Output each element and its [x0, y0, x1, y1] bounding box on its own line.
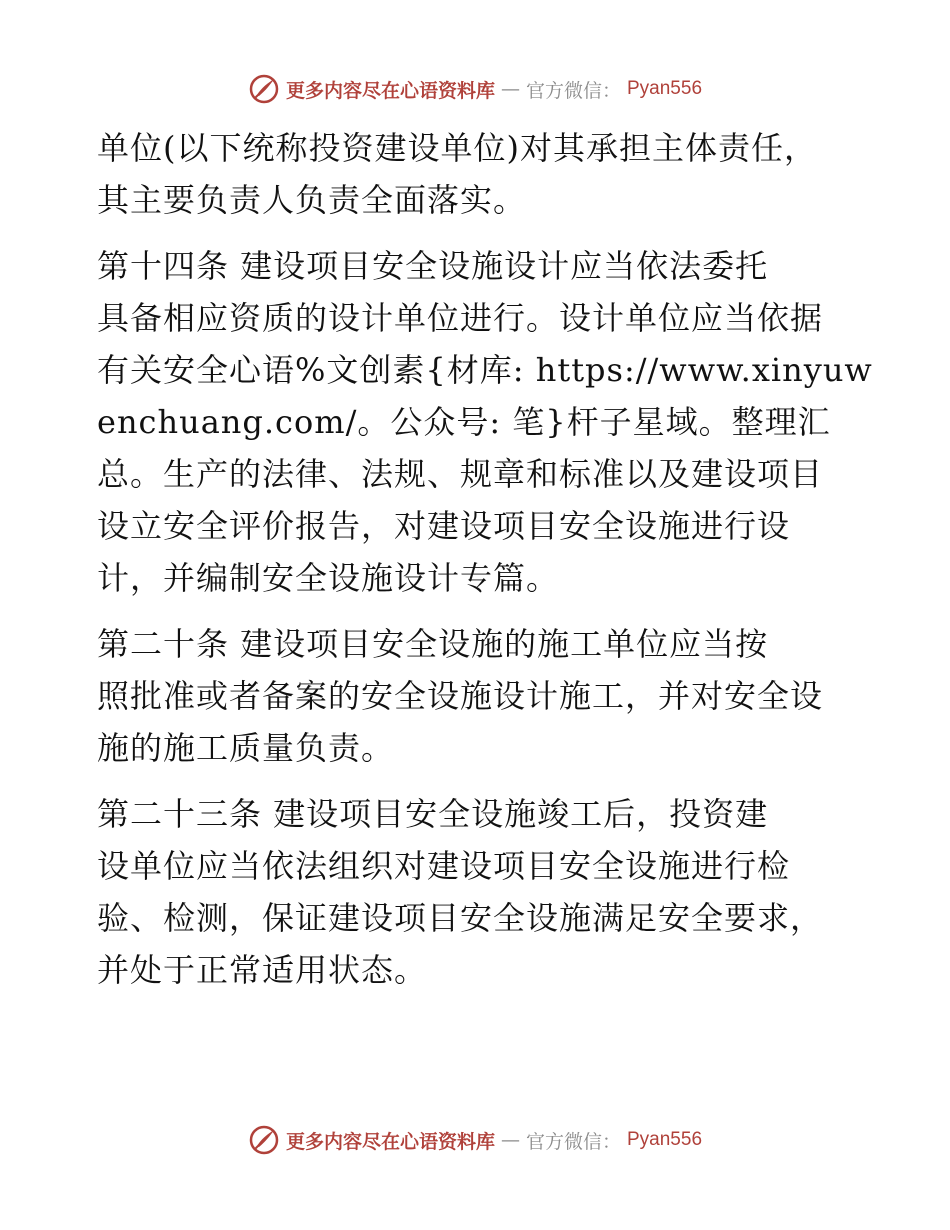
- text-line: 计，并编制安全设施设计专篇。: [97, 559, 560, 597]
- text-line: 施的施工质量负责。: [97, 729, 395, 767]
- text-line: enchuang.com/。公众号: 笔}杆子星域。整理汇: [97, 403, 831, 441]
- text-line: 具备相应资质的设计单位进行。设计单位应当依据: [97, 299, 824, 337]
- text-line: 第二十条 建设项目安全设施的施工单位应当按: [97, 625, 769, 663]
- text-line: 其主要负责人负责全面落实。: [97, 181, 527, 219]
- text-line: 总。生产的法律、法规、规章和标准以及建设项目: [97, 455, 824, 493]
- text-line: 设立安全评价报告，对建设项目安全设施进行设: [97, 507, 791, 545]
- footer-watermark: [0, 1123, 950, 1157]
- watermark-separator: —: [500, 78, 520, 100]
- document-body: [97, 122, 873, 1010]
- paragraph-1: [97, 122, 867, 226]
- header-watermark: [0, 72, 950, 106]
- text-line: 第十四条 建设项目安全设施设计应当依法委托: [97, 247, 769, 285]
- paragraph-article-14: [97, 240, 873, 604]
- watermark-label: 官方微信：: [525, 1130, 621, 1153]
- text-line: 有关安全心语%文创素{材库: https://www.xinyuw: [97, 351, 873, 389]
- text-line: 验、检测，保证建设项目安全设施满足安全要求，: [97, 899, 824, 937]
- text-line: 照批准或者备案的安全设施设计施工，并对安全设: [97, 677, 824, 715]
- text-line: 第二十三条 建设项目安全设施竣工后，投资建: [97, 795, 769, 833]
- paragraph-article-23: [97, 788, 867, 996]
- watermark-separator: —: [500, 1129, 520, 1151]
- watermark-wechat-id: Pyan556: [627, 1129, 703, 1150]
- quill-logo-icon: [248, 1124, 280, 1156]
- quill-logo-icon: [248, 73, 280, 105]
- text-line: 并处于正常适用状态。: [97, 951, 428, 989]
- watermark-label: 官方微信：: [525, 79, 621, 102]
- watermark-brand: 更多内容尽在心语资料库: [285, 79, 495, 102]
- paragraph-article-20: [97, 618, 867, 774]
- watermark-wechat-id: Pyan556: [627, 78, 703, 99]
- text-line: 设单位应当依法组织对建设项目安全设施进行检: [97, 847, 791, 885]
- text-line: 单位(以下统称投资建设单位)对其承担主体责任，: [97, 129, 817, 167]
- watermark-brand: 更多内容尽在心语资料库: [285, 1130, 495, 1153]
